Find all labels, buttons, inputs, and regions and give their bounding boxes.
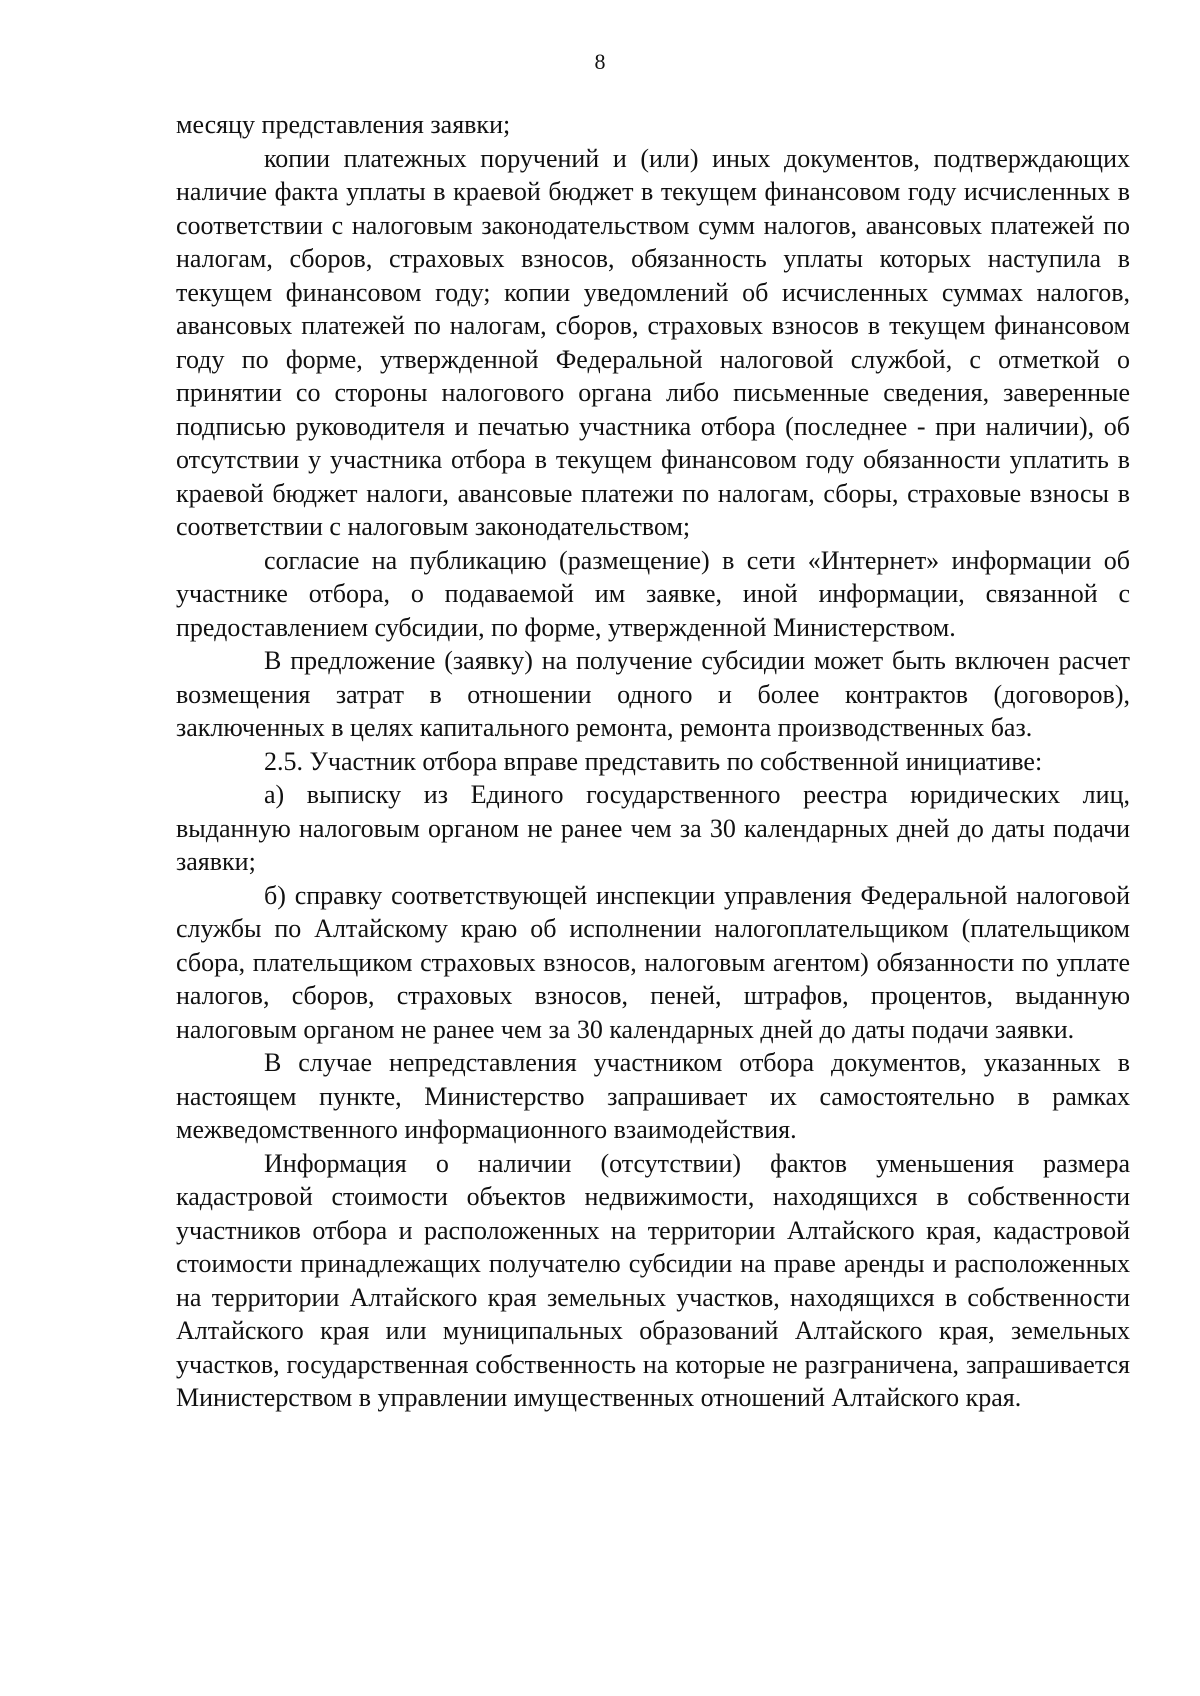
- paragraph-5: 2.5. Участник отбора вправе представить по собственной инициативе:: [264, 746, 1043, 776]
- page-number: 8: [594, 49, 606, 74]
- paragraph-9: Информация о наличии (отсутствии) фактов уменьшения размера кадастровой стоимости объектов недвижимости, находящихся в собственности участников отбора и расположенных на территории Алтайского края, кадастровой стоимости принадлежащих получателю субсидии на праве аренды и расположенных на территории Алтайского края земельных участков, находящихся в собственности Алтайского края или муниципальных образований Алтайского края, земельных участков, государственная собственность на которые не разграничена, запрашивается Министерством в управлении имущественных отношений Алтайского края.: [176, 1148, 1130, 1412]
- document-body: [176, 108, 1130, 1415]
- paragraph-3: согласие на публикацию (размещение) в сети «Интернет» информации об участнике отбора, о подаваемой им заявке, иной информации, связанной с предоставлением субсидии, по форме, утвержденной Министерством.: [176, 545, 1130, 642]
- paragraph-4: В предложение (заявку) на получение субсидии может быть включен расчет возмещения затрат в отношении одного и более контрактов (договоров), заключенных в целях капитального ремонта, ремонта производственных баз.: [176, 646, 1130, 742]
- paragraph-6: а) выписку из Единого государственного реестра юридических лиц, выданную налоговым органом не ранее чем за 30 календарных дней до даты подачи заявки;: [176, 780, 1130, 876]
- paragraph-2: копии платежных поручений и (или) иных документов, подтверждающих наличие факта уплаты в краевой бюджет в текущем финансовом году исчисленных в соответствии с налоговым законодательством сумм налогов, авансовых платежей по налогам, сборов, страховых взносов, обязанность уплаты которых наступила в текущем финансовом году; копии уведомлений об исчисленных суммах налогов, авансовых платежей по налогам, сборов, страховых взносов в текущем финансовом году по форме, утвержденной Федеральной налоговой службой, с отметкой о принятии со стороны налогового органа либо письменные сведения, заверенные подписью руководителя и печатью участника отбора (последнее - при наличии), об отсутствии у участника отбора в текущем финансовом году обязанности уплатить в краевой бюджет налоги, авансовые платежи по налогам, сборы, страховые взносы в соответствии с налоговым законодательством;: [176, 143, 1130, 541]
- paragraph-1: месяцу представления заявки;: [176, 110, 511, 139]
- paragraph-7: б) справку соответствующей инспекции управления Федеральной налоговой службы по Алтайскому краю об исполнении налогоплательщиком (плательщиком сбора, плательщиком страховых взносов, налоговым агентом) обязанности по уплате налогов, сборов, страховых взносов, пеней, штрафов, процентов, выданную налоговым органом не ранее чем за 30 календарных дней до даты подачи заявки.: [176, 880, 1130, 1044]
- paragraph-8: В случае непредставления участником отбора документов, указанных в настоящем пункте, Министерство запрашивает их самостоятельно в рамках межведомственного информационного взаимодействия.: [176, 1048, 1130, 1144]
